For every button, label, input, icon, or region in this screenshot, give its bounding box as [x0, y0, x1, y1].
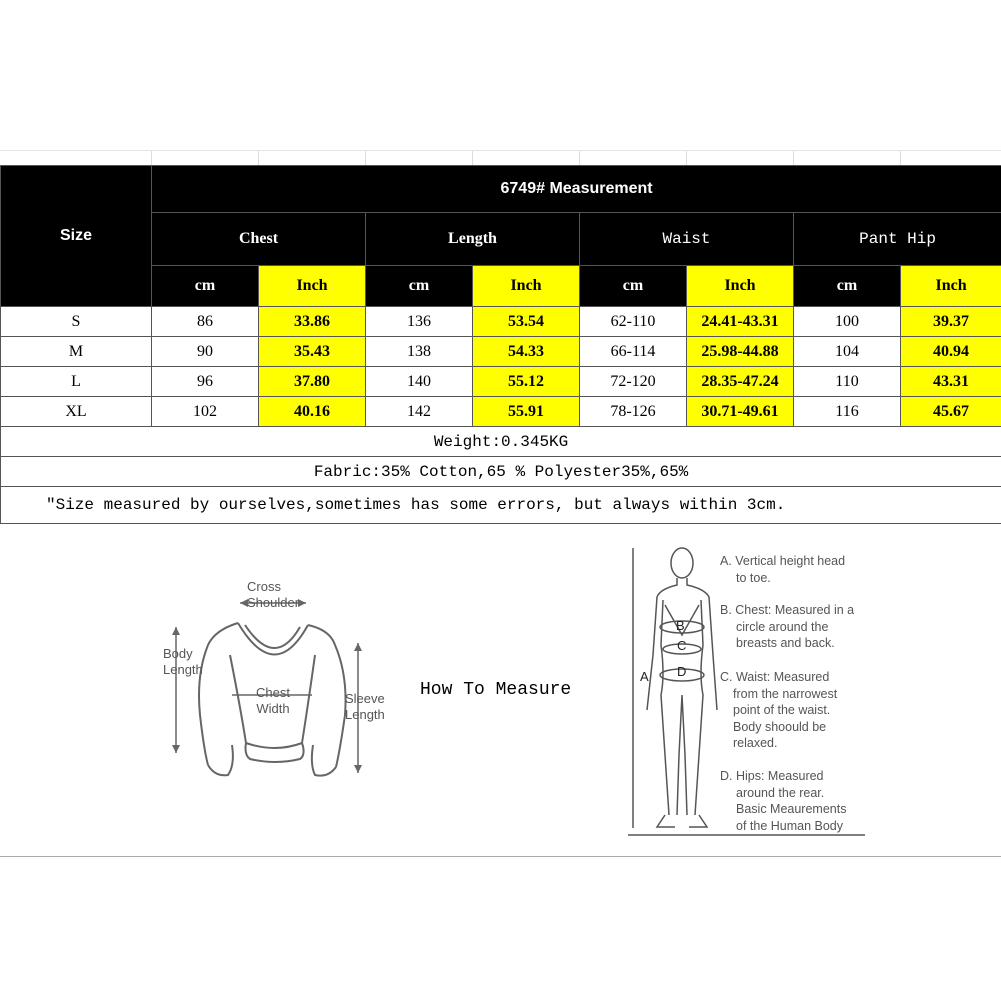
size-header: Size [1, 166, 152, 307]
how-to-measure-title: How To Measure [420, 680, 572, 700]
cm-cell: 100 [794, 307, 901, 337]
table-row [1, 397, 1001, 427]
inch-cell: 53.54 [473, 307, 580, 337]
inch-cell: 45.67 [901, 397, 1001, 427]
cm-cell: 66-114 [580, 337, 687, 367]
cm-cell: 110 [794, 367, 901, 397]
unit-inch: Inch [473, 266, 580, 307]
cm-cell: 142 [366, 397, 473, 427]
letter-a: A [640, 669, 649, 684]
cm-cell: 62-110 [580, 307, 687, 337]
inch-cell: 33.86 [259, 307, 366, 337]
fabric-text: Fabric:35% Cotton,65 % Polyester35%,65% [1, 457, 1001, 487]
cm-cell: 96 [152, 367, 259, 397]
note-c: C. Waist: Measured from the narrowest point of the waist. Body shoould be relaxed. [720, 670, 838, 750]
cm-cell: 78-126 [580, 397, 687, 427]
unit-cm: cm [794, 266, 901, 307]
inch-cell: 37.80 [259, 367, 366, 397]
cm-cell: 104 [794, 337, 901, 367]
unit-cm: cm [152, 266, 259, 307]
note-d: D. Hips: Measured around the rear. Basic Meaurements of the Human Body [720, 769, 847, 833]
size-note: "Size measured by ourselves,sometimes has some errors, but always within 3cm. [1, 487, 1001, 524]
group-length: Length [366, 213, 580, 266]
table-row [1, 337, 1001, 367]
size-cell: S [1, 307, 152, 337]
inch-cell: 25.98-44.88 [687, 337, 794, 367]
size-chart-table [0, 165, 1001, 524]
weight-text: Weight:0.345KG [1, 427, 1001, 457]
sleeve-length-label: Sleeve Length [345, 691, 385, 722]
note-a: A. Vertical height head to toe. [720, 554, 846, 585]
size-cell: L [1, 367, 152, 397]
cm-cell: 102 [152, 397, 259, 427]
letter-d: D [677, 664, 687, 679]
inch-cell: 30.71-49.61 [687, 397, 794, 427]
table-row [1, 367, 1001, 397]
inch-cell: 35.43 [259, 337, 366, 367]
inch-cell: 55.91 [473, 397, 580, 427]
unit-inch: Inch [901, 266, 1001, 307]
table-row [1, 307, 1001, 337]
cm-cell: 72-120 [580, 367, 687, 397]
inch-cell: 40.16 [259, 397, 366, 427]
size-cell: M [1, 337, 152, 367]
cm-cell: 90 [152, 337, 259, 367]
group-chest: Chest [152, 213, 366, 266]
inch-cell: 28.35-47.24 [687, 367, 794, 397]
letter-c: C [677, 638, 687, 653]
cross-shoulder-label: Cross Shoulder [247, 579, 300, 610]
unit-cm: cm [580, 266, 687, 307]
section-divider [0, 856, 1001, 857]
inch-cell: 55.12 [473, 367, 580, 397]
group-pant-hip: Pant Hip [794, 213, 1001, 266]
table-title: 6749# Measurement [152, 166, 1001, 213]
cm-cell: 86 [152, 307, 259, 337]
inch-cell: 40.94 [901, 337, 1001, 367]
inch-cell: 39.37 [901, 307, 1001, 337]
unit-cm: cm [366, 266, 473, 307]
cm-cell: 136 [366, 307, 473, 337]
group-waist: Waist [580, 213, 794, 266]
cm-cell: 138 [366, 337, 473, 367]
inch-cell: 24.41-43.31 [687, 307, 794, 337]
unit-inch: Inch [687, 266, 794, 307]
inch-cell: 54.33 [473, 337, 580, 367]
size-cell: XL [1, 397, 152, 427]
letter-b: B [676, 618, 685, 633]
chest-width-label: Chest Width [256, 685, 290, 716]
cm-cell: 140 [366, 367, 473, 397]
inch-cell: 43.31 [901, 367, 1001, 397]
body-length-label: Body Length [163, 646, 203, 677]
note-b: B. Chest: Measured in a circle around the breasts and back. [720, 603, 855, 650]
cm-cell: 116 [794, 397, 901, 427]
unit-inch: Inch [259, 266, 366, 307]
